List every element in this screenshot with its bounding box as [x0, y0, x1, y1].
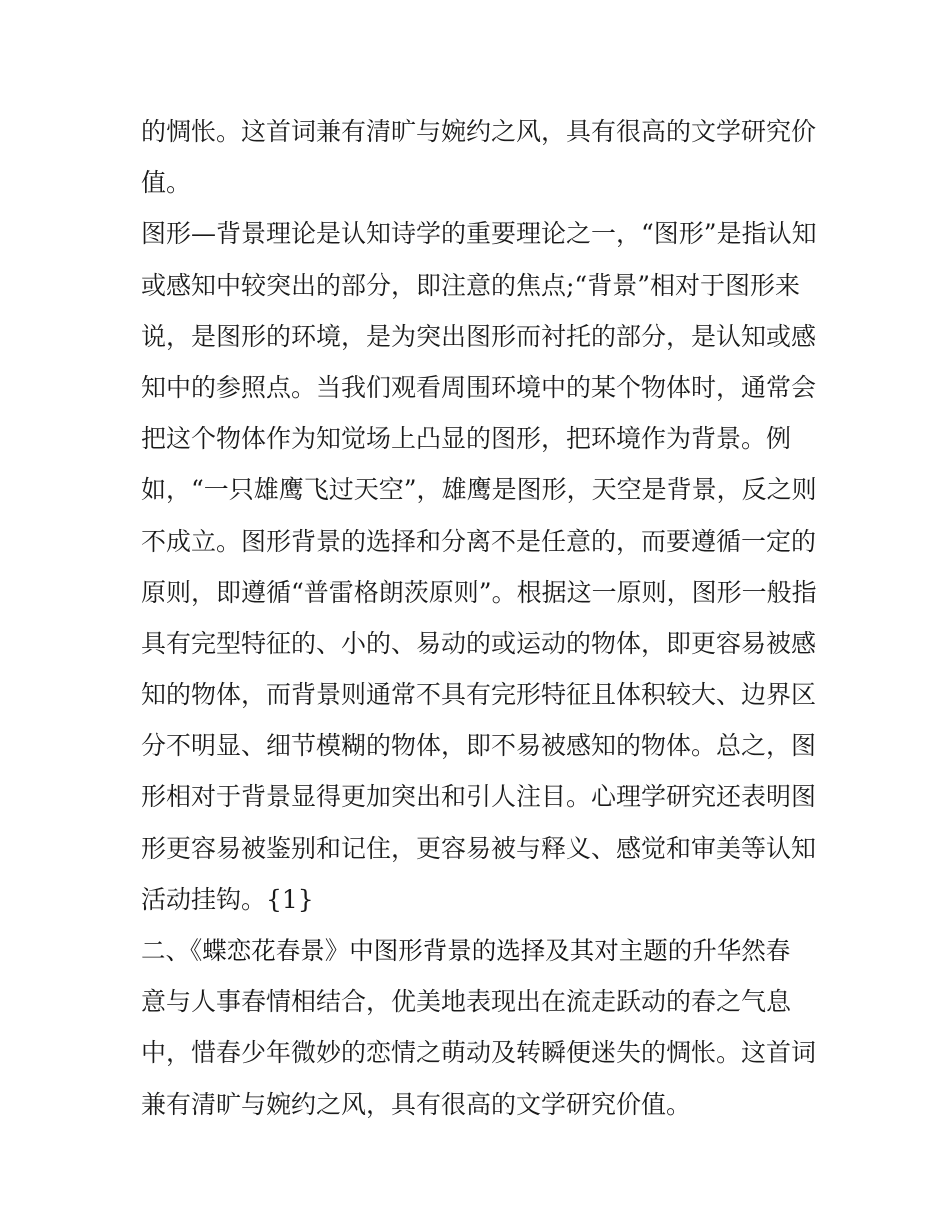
text-line: 兼有清旷与婉约之风，具有很高的文学研究价值。 — [141, 1089, 692, 1119]
document-body — [141, 106, 817, 1130]
text-line: 中，惜春少年微妙的恋情之萌动及转瞬便迷失的惆怅。这首词 — [141, 1038, 817, 1068]
text-line: 不成立。图形背景的选择和分离不是任意的，而要遵循一定的 — [141, 526, 817, 556]
text-line: 的惆怅。这首词兼有清旷与婉约之风，具有很高的文学研究价 — [141, 117, 817, 146]
text-line: 活动挂钩。{1} — [141, 884, 314, 914]
text-line: 知的物体，而背景则通常不具有完形特征且体积较大、边界区 — [141, 680, 817, 710]
text-line: 值。 — [141, 168, 192, 198]
text-line: 形相对于背景显得更加突出和引人注目。心理学研究还表明图 — [141, 782, 817, 812]
section-heading-text: 二、《蝶恋花春景》中图形背景的选择及其对主题的升华然春 — [141, 936, 791, 965]
section-heading — [141, 925, 813, 976]
paragraph-after-heading — [141, 976, 817, 1130]
paragraph-figure-ground-theory — [141, 208, 817, 925]
text-line: 原则，即遵循“普雷格朗茨原则”。根据这一原则，图形一般指 — [141, 577, 817, 607]
text-line: 如，“一只雄鹰飞过天空”，雄鹰是图形，天空是背景，反之则 — [141, 475, 817, 505]
text-line: 或感知中较突出的部分，即注意的焦点;“背景”相对于图形来 — [141, 270, 800, 300]
text-line: 分不明显、细节模糊的物体，即不易被感知的物体。总之，图 — [141, 731, 817, 761]
text-line: 把这个物体作为知觉场上凸显的图形，把环境作为背景。例 — [141, 424, 792, 454]
paragraph-continued — [141, 106, 817, 208]
text-line: 意与人事春情相结合，优美地表现出在流走跃动的春之气息 — [141, 987, 792, 1017]
text-line: 图形—背景理论是认知诗学的重要理论之一，“图形”是指认知 — [141, 219, 817, 249]
text-line: 说，是图形的环境，是为突出图形而衬托的部分，是认知或感 — [141, 321, 817, 351]
text-line: 知中的参照点。当我们观看周围环境中的某个物体时，通常会 — [141, 372, 817, 402]
text-line: 具有完型特征的、小的、易动的或运动的物体，即更容易被感 — [141, 628, 817, 658]
text-line: 形更容易被鉴别和记住，更容易被与释义、感觉和审美等认知 — [141, 833, 817, 863]
